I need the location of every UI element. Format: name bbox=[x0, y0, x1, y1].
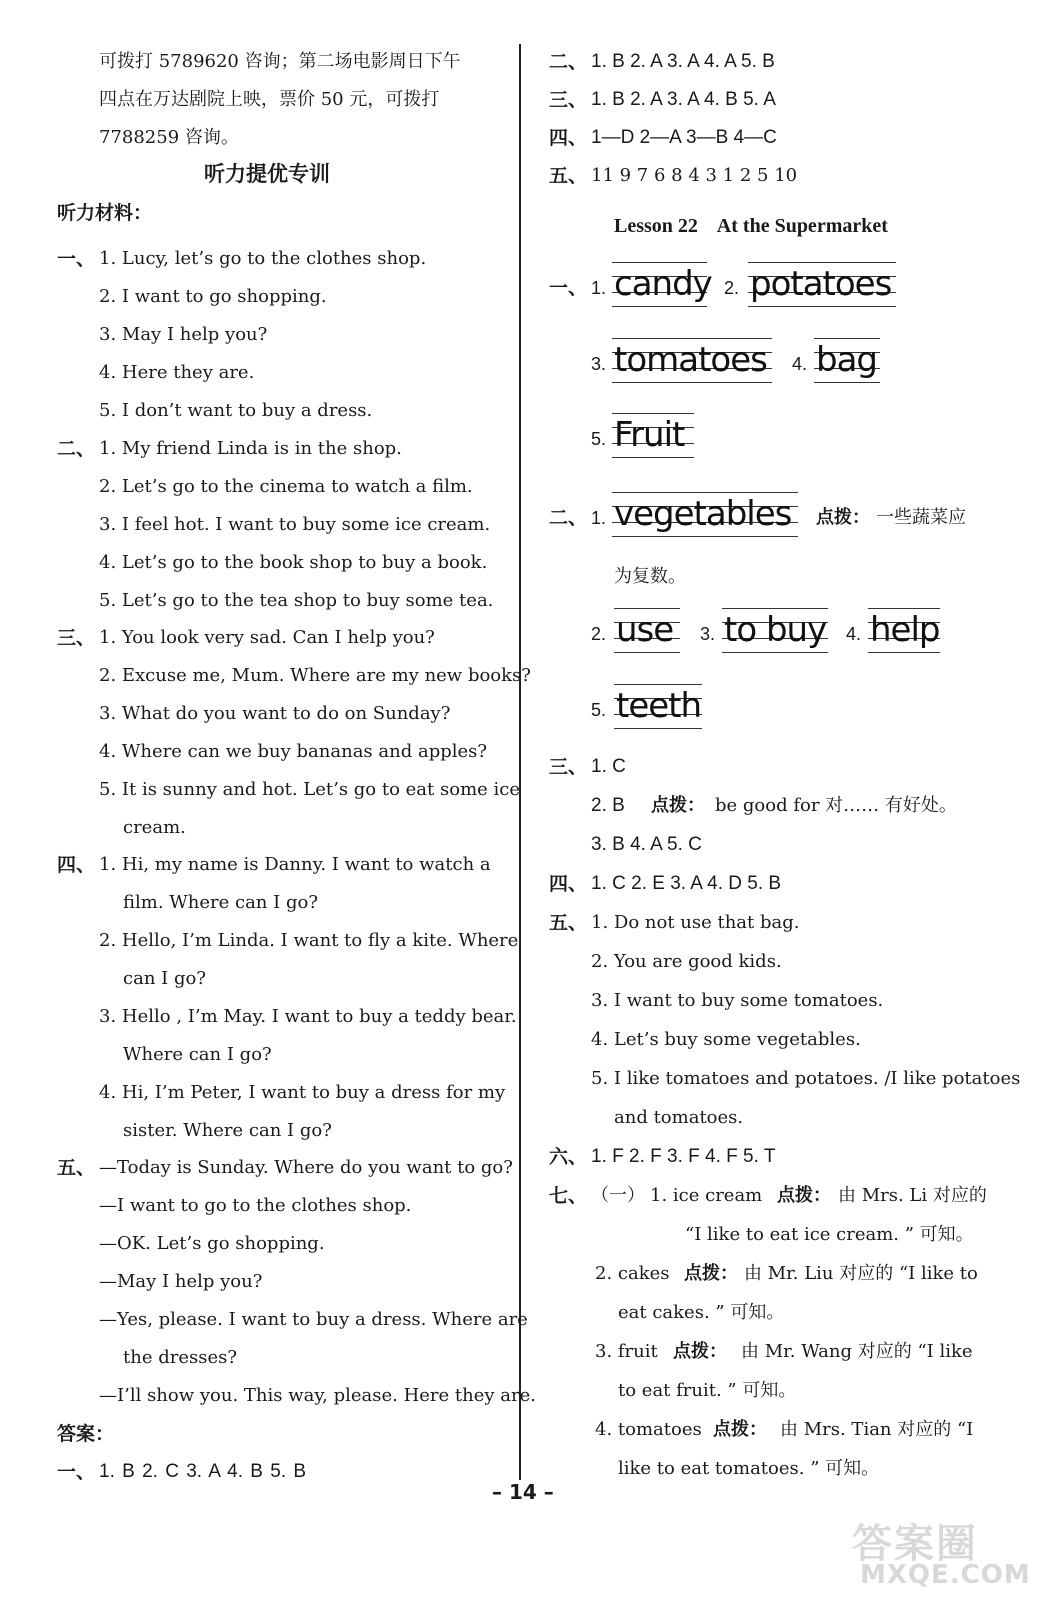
l7-answer: 4. tomatoes bbox=[595, 1419, 702, 1440]
l7-tip-text: 由 Mrs. Tian 对应的 “I bbox=[780, 1419, 974, 1440]
sec4-item: film. Where can I go? bbox=[123, 892, 318, 913]
sec5-line: —I want to go to the clothes shop. bbox=[99, 1195, 412, 1216]
sec5-line: the dresses? bbox=[123, 1347, 237, 1368]
ans4-text: 1—D 2—A 3—B 4—C bbox=[591, 127, 777, 148]
l1-num: 4. bbox=[792, 354, 808, 374]
sec1-item: 4. Here they are. bbox=[99, 362, 255, 383]
l7-tip-cont: eat cakes. ” 可知。 bbox=[618, 1302, 785, 1323]
sec4-item: 1. Hi, my name is Danny. I want to watch a bbox=[99, 854, 491, 875]
ans2-mark: 二、 bbox=[549, 51, 588, 73]
l4-mark: 四、 bbox=[549, 873, 588, 895]
l1-num: 1. bbox=[591, 278, 607, 298]
fill-word: teeth bbox=[616, 686, 702, 726]
sec3-item: 1. You look very sad. Can I help you? bbox=[99, 627, 435, 648]
sec4-item: can I go? bbox=[123, 968, 206, 989]
sec3-item: 3. What do you want to do on Sunday? bbox=[99, 703, 451, 724]
watermark-logo bbox=[842, 1512, 1042, 1596]
fill-word: candy bbox=[614, 264, 712, 304]
sec2-item: 5. Let’s go to the tea shop to buy some tea. bbox=[99, 590, 494, 611]
intro-line-2: 四点在万达剧院上映，票价 50 元，可拨打 bbox=[99, 89, 440, 110]
l7-tip-text: 由 Mr. Wang 对应的 “I like bbox=[741, 1341, 973, 1362]
l7-tip-label: 点拨： bbox=[777, 1185, 831, 1206]
l3-mark: 三、 bbox=[549, 756, 588, 778]
sec3-mark: 三、 bbox=[57, 627, 96, 649]
sec1-item: 3. May I help you? bbox=[99, 324, 268, 345]
ans5-mark: 五、 bbox=[549, 165, 588, 187]
sec2-mark: 二、 bbox=[57, 438, 96, 460]
sec2-item: 3. I feel hot. I want to buy some ice cream. bbox=[99, 514, 491, 535]
l5-item: 3. I want to buy some tomatoes. bbox=[591, 990, 884, 1011]
sec2-item: 1. My friend Linda is in the shop. bbox=[99, 438, 402, 459]
sec5-line: —I’ll show you. This way, please. Here they are. bbox=[99, 1385, 536, 1406]
l7-part: （一） bbox=[591, 1185, 645, 1206]
column-divider bbox=[519, 44, 521, 1480]
sec5-line: —OK. Let’s go shopping. bbox=[99, 1233, 325, 1254]
fill-word: vegetables bbox=[614, 494, 792, 534]
ans3-mark: 三、 bbox=[549, 89, 588, 111]
sec3-item: cream. bbox=[123, 817, 186, 838]
sec2-item: 2. Let’s go to the cinema to watch a film. bbox=[99, 476, 473, 497]
answer-fill-help bbox=[868, 606, 940, 656]
section-title: 听力提优专训 bbox=[204, 162, 330, 186]
sec4-item: 2. Hello, I’m Linda. I want to fly a kite. Where bbox=[99, 930, 519, 951]
answer1-mark: 一、 bbox=[57, 1461, 96, 1483]
ans4-mark: 四、 bbox=[549, 127, 588, 149]
fill-word: help bbox=[870, 610, 940, 650]
l5-item: 2. You are good kids. bbox=[591, 951, 782, 972]
answer-fill-fruit bbox=[612, 411, 694, 461]
sec1-item: 2. I want to go shopping. bbox=[99, 286, 327, 307]
l7-mark: 七、 bbox=[549, 1185, 588, 1207]
answer-fill-bag bbox=[814, 336, 880, 386]
answer-fill-candy bbox=[612, 260, 712, 310]
l7-answer: 2. cakes bbox=[595, 1263, 670, 1284]
l2-tip-cont: 为复数。 bbox=[614, 566, 686, 587]
l2-num: 3. bbox=[700, 624, 716, 644]
fill-word: to buy bbox=[724, 610, 827, 650]
sec4-mark: 四、 bbox=[57, 854, 96, 876]
watermark-url: MXQE.COM bbox=[860, 1560, 1031, 1590]
sec4-item: Where can I go? bbox=[123, 1044, 272, 1065]
l1-num: 5. bbox=[591, 429, 607, 449]
l7-tip-cont: “I like to eat ice cream. ” 可知。 bbox=[685, 1224, 974, 1245]
l3-answer: 2. B bbox=[591, 795, 625, 816]
l6-text: 1. F 2. F 3. F 4. F 5. T bbox=[591, 1146, 776, 1167]
material-heading: 听力材料： bbox=[57, 202, 153, 224]
page-number: – 14 – bbox=[492, 1480, 554, 1504]
answer1-text: 1. B 2. C 3. A 4. B 5. B bbox=[99, 1461, 307, 1482]
l5-mark: 五、 bbox=[549, 912, 588, 934]
sec1-mark: 一、 bbox=[57, 248, 96, 270]
answer-fill-vegetables bbox=[612, 490, 798, 540]
l5-item: 1. Do not use that bag. bbox=[591, 912, 800, 933]
lesson-title: Lesson 22 At the Supermarket bbox=[614, 215, 888, 237]
l2-mark: 二、 bbox=[549, 507, 588, 529]
l5-item: 5. I like tomatoes and potatoes. /I like potatoes bbox=[591, 1068, 1021, 1089]
l2-tip-text: 一些蔬菜应 bbox=[876, 507, 966, 528]
sec4-item: sister. Where can I go? bbox=[123, 1120, 332, 1141]
fill-word: use bbox=[616, 610, 674, 650]
answer-fill-potatoes bbox=[748, 260, 896, 310]
l7-tip-cont: like to eat tomatoes. ” 可知。 bbox=[618, 1458, 880, 1479]
answer-heading: 答案： bbox=[57, 1423, 115, 1445]
l7-tip-cont: to eat fruit. ” 可知。 bbox=[618, 1380, 797, 1401]
answer-fill-teeth bbox=[614, 682, 702, 732]
l7-tip-text: 由 Mr. Liu 对应的 “I like to bbox=[744, 1263, 978, 1284]
l3-answer: 3. B 4. A 5. C bbox=[591, 834, 702, 855]
l4-text: 1. C 2. E 3. A 4. D 5. B bbox=[591, 873, 782, 894]
intro-line-3: 7788259 咨询。 bbox=[99, 127, 239, 148]
l1-num: 2. bbox=[724, 278, 740, 298]
watermark-text: 答案圈 bbox=[852, 1521, 978, 1567]
answer-fill-use bbox=[614, 606, 680, 656]
sec4-item: 3. Hello , I’m May. I want to buy a teddy bear. bbox=[99, 1006, 517, 1027]
l5-item: 4. Let’s buy some vegetables. bbox=[591, 1029, 861, 1050]
l3-tip-text: be good for 对…… 有好处。 bbox=[715, 795, 957, 816]
l2-num: 1. bbox=[591, 508, 607, 528]
l7-tip-text: 由 Mrs. Li 对应的 bbox=[838, 1185, 987, 1206]
fill-word: bag bbox=[816, 340, 877, 380]
ans2-text: 1. B 2. A 3. A 4. A 5. B bbox=[591, 51, 775, 72]
l7-tip-label: 点拨： bbox=[673, 1341, 727, 1362]
l3-tip-label: 点拨： bbox=[651, 795, 705, 816]
l2-num: 2. bbox=[591, 624, 607, 644]
l5-item: and tomatoes. bbox=[614, 1107, 744, 1128]
fill-word: Fruit bbox=[614, 415, 685, 455]
sec2-item: 4. Let’s go to the book shop to buy a book. bbox=[99, 552, 488, 573]
l7-tip-label: 点拨： bbox=[713, 1419, 767, 1440]
ans5-text: 11 9 7 6 8 4 3 1 2 5 10 bbox=[591, 165, 798, 186]
l7-tip-label: 点拨： bbox=[684, 1263, 738, 1284]
answer-fill-to-buy bbox=[722, 606, 828, 656]
answer-fill-tomatoes bbox=[612, 336, 772, 386]
l6-mark: 六、 bbox=[549, 1146, 588, 1168]
fill-word: tomatoes bbox=[614, 340, 767, 380]
sec5-line: —May I help you? bbox=[99, 1271, 263, 1292]
intro-line-1: 可拨打 5789620 咨询；第二场电影周日下午 bbox=[99, 51, 461, 72]
l7-answer: 1. ice cream bbox=[650, 1185, 763, 1206]
sec5-line: —Today is Sunday. Where do you want to go? bbox=[99, 1157, 513, 1178]
sec3-item: 2. Excuse me, Mum. Where are my new books? bbox=[99, 665, 531, 686]
sec5-mark: 五、 bbox=[57, 1157, 96, 1179]
fill-word: potatoes bbox=[750, 264, 892, 304]
l2-num: 5. bbox=[591, 700, 607, 720]
l3-answer: 1. C bbox=[591, 756, 626, 777]
l2-tip-label: 点拨： bbox=[816, 507, 870, 528]
l1-mark: 一、 bbox=[549, 277, 588, 299]
ans3-text: 1. B 2. A 3. A 4. B 5. A bbox=[591, 89, 776, 110]
l1-num: 3. bbox=[591, 354, 607, 374]
sec5-line: —Yes, please. I want to buy a dress. Where are bbox=[99, 1309, 528, 1330]
l2-num: 4. bbox=[846, 624, 862, 644]
sec1-item: 1. Lucy, let’s go to the clothes shop. bbox=[99, 248, 427, 269]
l7-answer: 3. fruit bbox=[595, 1341, 658, 1362]
sec1-item: 5. I don’t want to buy a dress. bbox=[99, 400, 373, 421]
sec4-item: 4. Hi, I’m Peter, I want to buy a dress for my bbox=[99, 1082, 506, 1103]
sec3-item: 5. It is sunny and hot. Let’s go to eat some ice bbox=[99, 779, 520, 800]
sec3-item: 4. Where can we buy bananas and apples? bbox=[99, 741, 488, 762]
